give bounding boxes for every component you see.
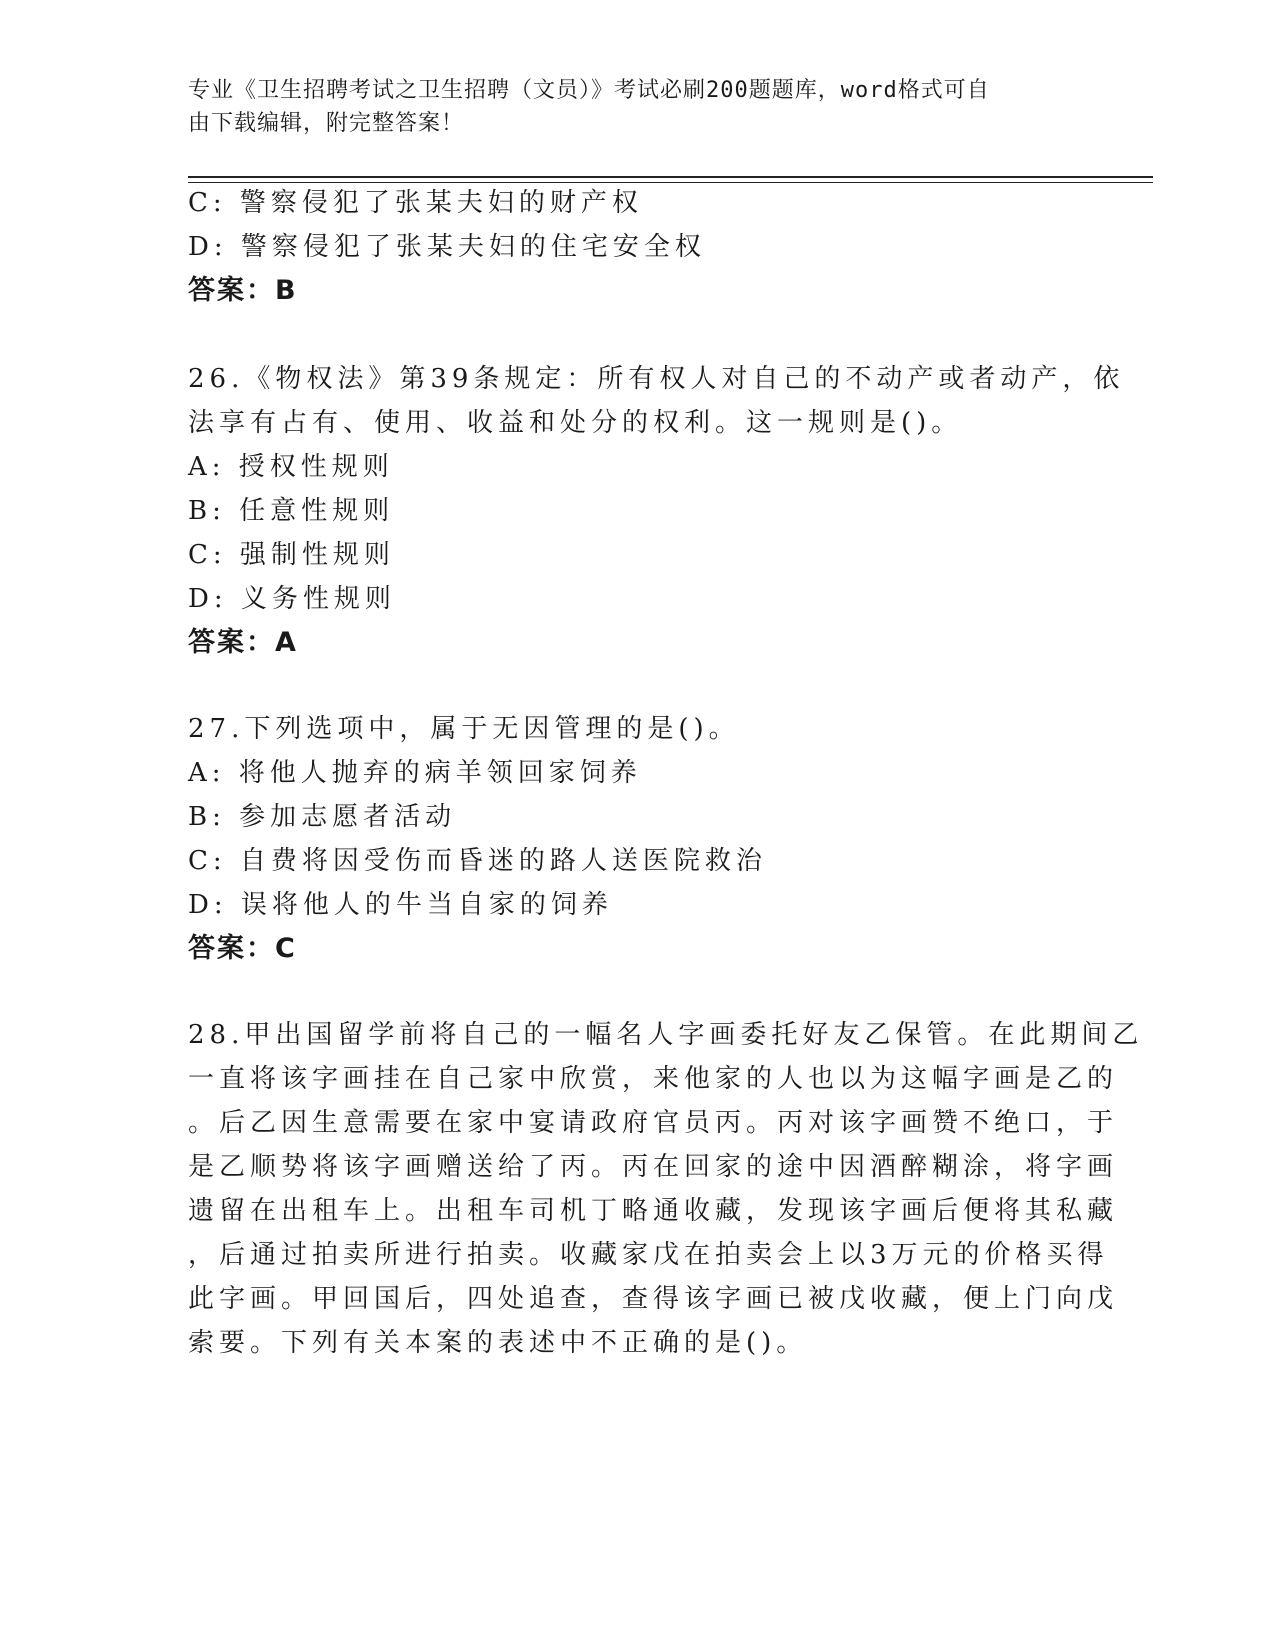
q28-stem-line-6: ，后通过拍卖所进行拍卖。收藏家戊在拍卖会上以3万元的价格买得 xyxy=(188,1240,1109,1270)
q26-option-b: B: 任意性规则 xyxy=(188,496,395,526)
q26-option-c: C: 强制性规则 xyxy=(188,540,395,570)
q28-stem-line-3: 。后乙因生意需要在家中宴请政府官员丙。丙对该字画赞不绝口，于 xyxy=(188,1108,1119,1138)
q26-answer: 答案：A xyxy=(188,627,298,658)
q25-option-c: C: 警察侵犯了张某夫妇的财产权 xyxy=(188,188,643,218)
q27-option-b: B: 参加志愿者活动 xyxy=(188,802,457,832)
q28-stem-line-8: 索要。下列有关本案的表述中不正确的是()。 xyxy=(188,1328,808,1358)
q27-option-a: A: 将他人抛弃的病羊领回家饲养 xyxy=(188,758,642,788)
header-line-2: 由下载编辑，附完整答案！ xyxy=(188,111,465,136)
q26-stem-line-1: 26.《物权法》第39条规定：所有权人对自己的不动产或者动产，依 xyxy=(188,364,1125,394)
q27-option-d: D: 误将他人的牛当自家的饲养 xyxy=(188,890,613,920)
q27-answer: 答案：C xyxy=(188,933,297,964)
q28-stem-line-4: 是乙顺势将该字画赠送给了丙。丙在回家的途中因酒醉糊涂，将字画 xyxy=(188,1152,1119,1182)
document-header xyxy=(188,74,1068,140)
q28-stem-line-2: 一直将该字画挂在自己家中欣赏，来他家的人也以为这幅字画是乙的 xyxy=(188,1064,1119,1094)
q28-stem-line-5: 遗留在出租车上。出租车司机丁略通收藏，发现该字画后便将其私藏 xyxy=(188,1196,1119,1226)
header-line-1: 专业《卫生招聘考试之卫生招聘（文员）》考试必刷200题题库，word格式可自 xyxy=(188,78,990,103)
q28-stem-line-1: 28.甲出国留学前将自己的一幅名人字画委托好友乙保管。在此期间乙 xyxy=(188,1020,1144,1050)
q27-option-c: C: 自费将因受伤而昏迷的路人送医院救治 xyxy=(188,846,767,876)
q25-option-d: D: 警察侵犯了张某夫妇的住宅安全权 xyxy=(188,232,706,262)
q26-option-a: A: 授权性规则 xyxy=(188,452,394,482)
header-divider-thick xyxy=(188,176,1153,178)
q27-stem: 27.下列选项中，属于无因管理的是()。 xyxy=(188,714,740,744)
header-divider-thin xyxy=(188,182,1153,183)
q25-answer: 答案：B xyxy=(188,275,298,306)
q28-stem-line-7: 此字画。甲回国后，四处追查，查得该字画已被戊收藏，便上门向戊 xyxy=(188,1284,1119,1314)
q26-stem-line-2: 法享有占有、使用、收益和处分的权利。这一规则是()。 xyxy=(188,408,963,438)
q26-option-d: D: 义务性规则 xyxy=(188,584,396,614)
